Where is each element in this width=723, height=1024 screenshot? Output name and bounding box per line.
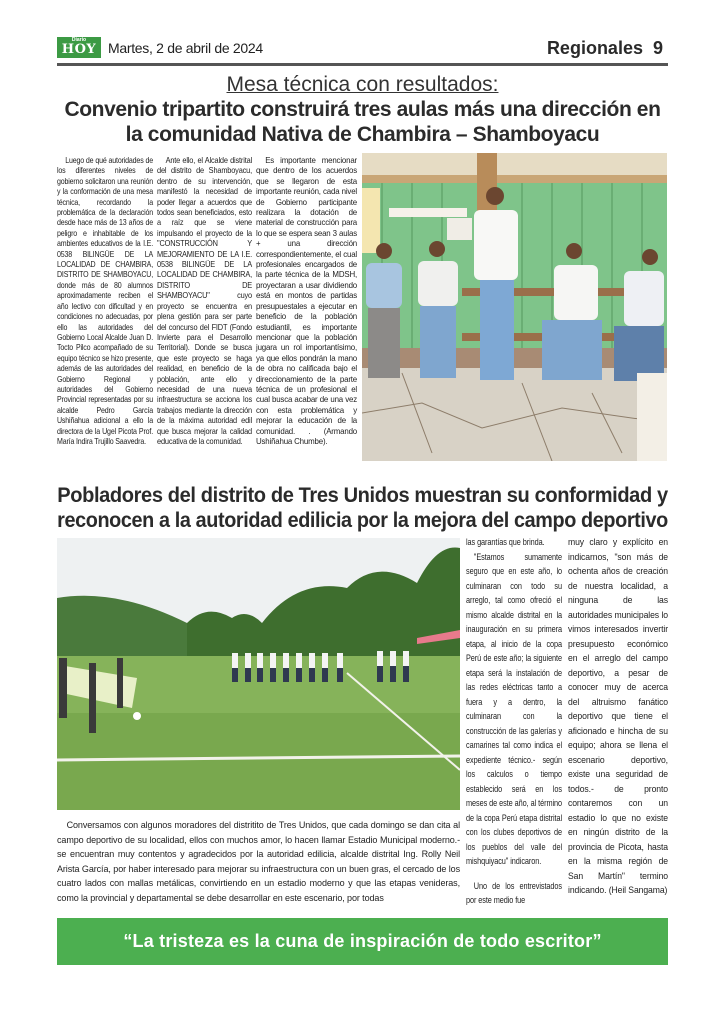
newspaper-logo: [57, 37, 101, 58]
section-header: [547, 38, 663, 59]
article1-column-2: [157, 155, 252, 465]
quote-text: “La tristeza es la cuna de inspiración de todo escritor”: [123, 931, 602, 951]
paragraph: Ante ello, el Alcalde distrital del distrito de Shamboyacu, dentro de su intervención, manifestó la necesidad de poder llegar a acuerdos que todos sean beneficiados, esto a raíz que se viene impulsando el proyecto de la "CONSTRUCCIÓN Y MEJORAMIENTO DE LA I.E. 0538 BILINGÜE DE LA LOCALIDAD DE CHAMBIRA, DISTRITO DE SHAMBOYACU" cuyo proyecto se encuentra en plena gestión para ser parte del concurso del FIDT (Fondo Invierte para el Desarrollo Territorial). Donde se busca que este proyecto se haga realidad, en beneficio de la población, ante ello y necesidad de una nueva infraestructura se acciona los trabajos mediante la dirección de la máxima autoridad edil que busca mejorar la calidad educativa de la comunidad.: [157, 155, 252, 446]
meeting-photo: [362, 153, 667, 461]
article1-column-3: [256, 155, 357, 465]
paragraph-continuation: las garantías que brinda.: [466, 536, 545, 547]
headline-line: reconocen a la autoridad edilicia por la mejora del campo deportivo: [57, 509, 668, 532]
logo-big-text: HOY: [61, 42, 97, 57]
article2-column-a: [466, 535, 562, 911]
headline-line: la comunidad Nativa de Chambira – Shamboyacu: [125, 123, 600, 146]
page-number: 9: [652, 38, 663, 58]
paragraph: Luego de qué autoridades de los diferentes niveles de gobierno solicitaron una reunión y la conformación de una mesa técnica, recordando la problemática de la declaración desde hace más de 13 años de peligro e inhabitable de los ambientes educativos de la I.E. 0538 BILINGÜE DE LA LOCALIDAD DE CHAMBIRA, DISTRITO DE SHAMBOYACU, donde más de 80 alumnos aproximadamente reciben el año lectivo con dificultad y en condiciones no adecuadas, por ello las autoridades del Gobierno Local Alcalde Juan D. Tocto Pilco acompañado de su equipo técnico se hizo presente, además de las autoridades del Gobierno Regional y autoridades del Gobierno Provincial representadas por su alcalde Pedro García Ushiñahua adicional a ello la directora de la Ugel Picota Prof. María Indira Trujillo Saavedra.: [57, 155, 153, 446]
logo-small-text: Diario: [71, 37, 87, 43]
headline-line: Convenio tripartito construirá tres aulas más una dirección en: [64, 98, 661, 121]
issue-date: Martes, 2 de abril de 2024: [108, 40, 263, 56]
paragraph: Conversamos con algunos moradores del distritito de Tres Unidos, que cada domingo se dan cita al campo deportivo de su localidad, ellos con muchos amor, lo hacen llamar Estadio Municipal moderno.- se encuentran muy contentos y agradecidos por la autoridad edilicia, alcalde distrital Ing. Rolly Neil Arista García, por haber interesado para mejorar su infraestructura con un buen gras, el cercado de los cuatro lados con mallas metálicas, convirtiendo en un estadio moderno y que las etapas venideras, como la provincial y departamental se debe desarrollar en este escenario, por todas: [57, 819, 460, 903]
article2-lead-paragraph: [57, 818, 460, 910]
article1-column-1: [57, 155, 153, 465]
football-field-photo: [57, 538, 460, 810]
quote-banner: [57, 918, 668, 965]
article1-headline: [57, 97, 668, 147]
kicker-text: Mesa técnica con resultados:: [226, 73, 499, 96]
paragraph: muy claro y explícito en indicarnos, "son más de ochenta años de creación de nuestra localidad, a ninguna de las autoridades municipales lo vimos interesados invertir presupuesto económico en el arreglo del campo deportivo, a pesar de conocer muy de acerca del altruismo fanático deportivo que tiene el aficionado e hincha de su equipo; ahora se llena el escenario deportivo, existe una seguridad de todos.- de pronto contaremos con un estadio lo que no existe en ningún distrito de la provincia de Picota, hasta en la misma región de San Martín" termino indicando. (Heil Sangama): [568, 536, 668, 895]
article2-headline: [57, 483, 668, 533]
article2-column-b: [568, 535, 668, 911]
paragraph: "Estamos sumamente seguro que en este año, lo culminaran con todo su arreglo, tal como ofreció el mismo alcalde distrital en la inauguración en su primera etapa, al inicio de la copa Perú de este año; la siguiente etapa será la instalación de las redes eléctricas tanto a fuera y a dentro, la culminaran con la construcción de las galerías y camarines tal como indica el expediente técnico.- según los calculos o tiempo establecido será en los meses de este año, al término de la copa Perú etapa distrital con los clubes deportivos de los pueblos del valle del mishquiyacu" indicaron.: [466, 550, 562, 866]
paragraph: Uno de los entrevistados por este medio fue: [466, 879, 562, 905]
header-divider: [57, 63, 668, 66]
section-name: Regionales: [546, 38, 643, 58]
paragraph: Es importante mencionar que dentro de los acuerdos que se llegaron de esta importante reunión, cada nivel de Gobierno participante realizara la dotación de material de construcción para lo que se espera sean 3 aulas + una dirección correspondientemente, el cual profesionales encargados de la parte técnica de la MDSH, proyectaran a usar dividiendo está en montos de partidas presupuestales a ejecutar en beneficio de la población estudiantil, es importante mencionar que la población jugara un rol importantísimo, ya que ellos pondrán la mano de obra no calificada bajo el direccionamiento de la parte técnica de un profesional el cual busca acabar de una vez con esta problemática y mejorar la educación de la comunidad. . (Armando Ushiñahua Chumbe).: [256, 155, 357, 446]
headline-line: Pobladores del distrito de Tres Unidos muestran su conformidad y: [57, 484, 668, 507]
article1-kicker: [57, 73, 668, 97]
